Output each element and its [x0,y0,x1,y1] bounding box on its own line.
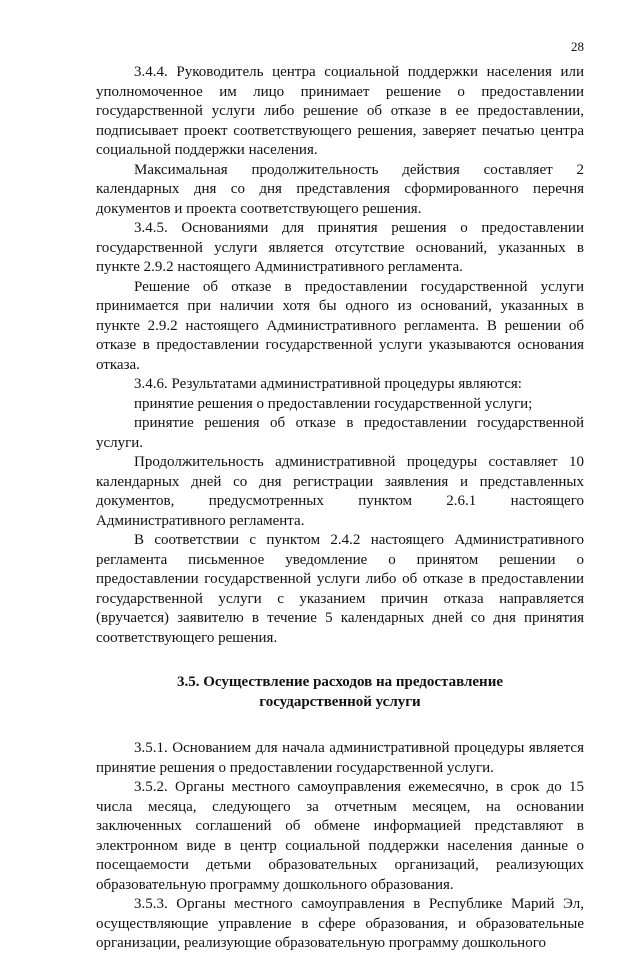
paragraph-3-5-1: 3.5.1. Основанием для начала административной процедуры является принятие решения о предоставлении государственной услуги. [96,740,584,776]
section-heading-line-2: государственной услуги [259,693,421,710]
paragraph-3-5-3: 3.5.3. Органы местного самоуправления в Республике Марий Эл, осуществляющие управление в сфере образования, и образовательные организации, реализующие образовательную программу дошкольного [96,896,584,951]
section-heading-3-5 [96,673,584,712]
paragraph-3-4-4: 3.4.4. Руководитель центра социальной поддержки населения или уполномоченное им лицо принимает решение о предоставлении государственной услуги либо решение об отказе в ее предоставлении, подписывает проект соответствующего решения, заверяет печатью центра социальной поддержки населения. [96,64,584,158]
paragraph-3-4-5: 3.4.5. Основаниями для принятия решения о предоставлении государственной услуги является отсутствие оснований, указанных в пункте 2.9.2 настоящего Административного регламента. [96,220,584,275]
paragraph-result-approval: принятие решения о предоставлении государственной услуги; [134,395,533,412]
document-body [96,63,584,954]
paragraph-3-4-6: 3.4.6. Результатами административной процедуры являются: [134,376,522,392]
paragraph-refusal-decision: Решение об отказе в предоставлении государственной услуги принимается при наличии хотя бы одного из оснований, указанных в пункте 2.9.2 настоящего Административного регламента. В решении об отказе в предоставлении государственной услуги указываются основания отказа. [96,278,584,373]
paragraph-3-5-2: 3.5.2. Органы местного самоуправления ежемесячно, в срок до 15 числа месяца, следующего за отчетным месяцем, на основании заключенных соглашений об обмене информацией представляют в электронном виде в центр социальной поддержки населения данные о посещаемости детьми образовательных организаций, реализующих образовательную программу дошкольного образования. [96,779,584,893]
page-number: 28 [571,39,584,54]
paragraph-notification: В соответствии с пунктом 2.4.2 настоящего Административного регламента письменное уведомление о принятом решении о предоставлении государственной услуги либо об отказе в предоставлении государственной услуги с указанием причин отказа направляется (вручается) заявителю в течение 5 календарных дней со дня принятия соответствующего решения. [96,532,584,646]
section-heading-line-1: 3.5. Осуществление расходов на предоставление [177,674,503,690]
paragraph-procedure-duration: Продолжительность административной процедуры составляет 10 календарных дней со дня регистрации заявления и представленных документов, предусмотренных пунктом 2.6.1 настоящего Административного регламента. [96,454,584,529]
paragraph-result-refusal: принятие решения об отказе в предоставлении государственной услуги. [96,415,584,451]
paragraph-max-duration: Максимальная продолжительность действия составляет 2 календарных дня со дня представления сформированного перечня документов и проекта соответствующего решения. [96,161,584,217]
